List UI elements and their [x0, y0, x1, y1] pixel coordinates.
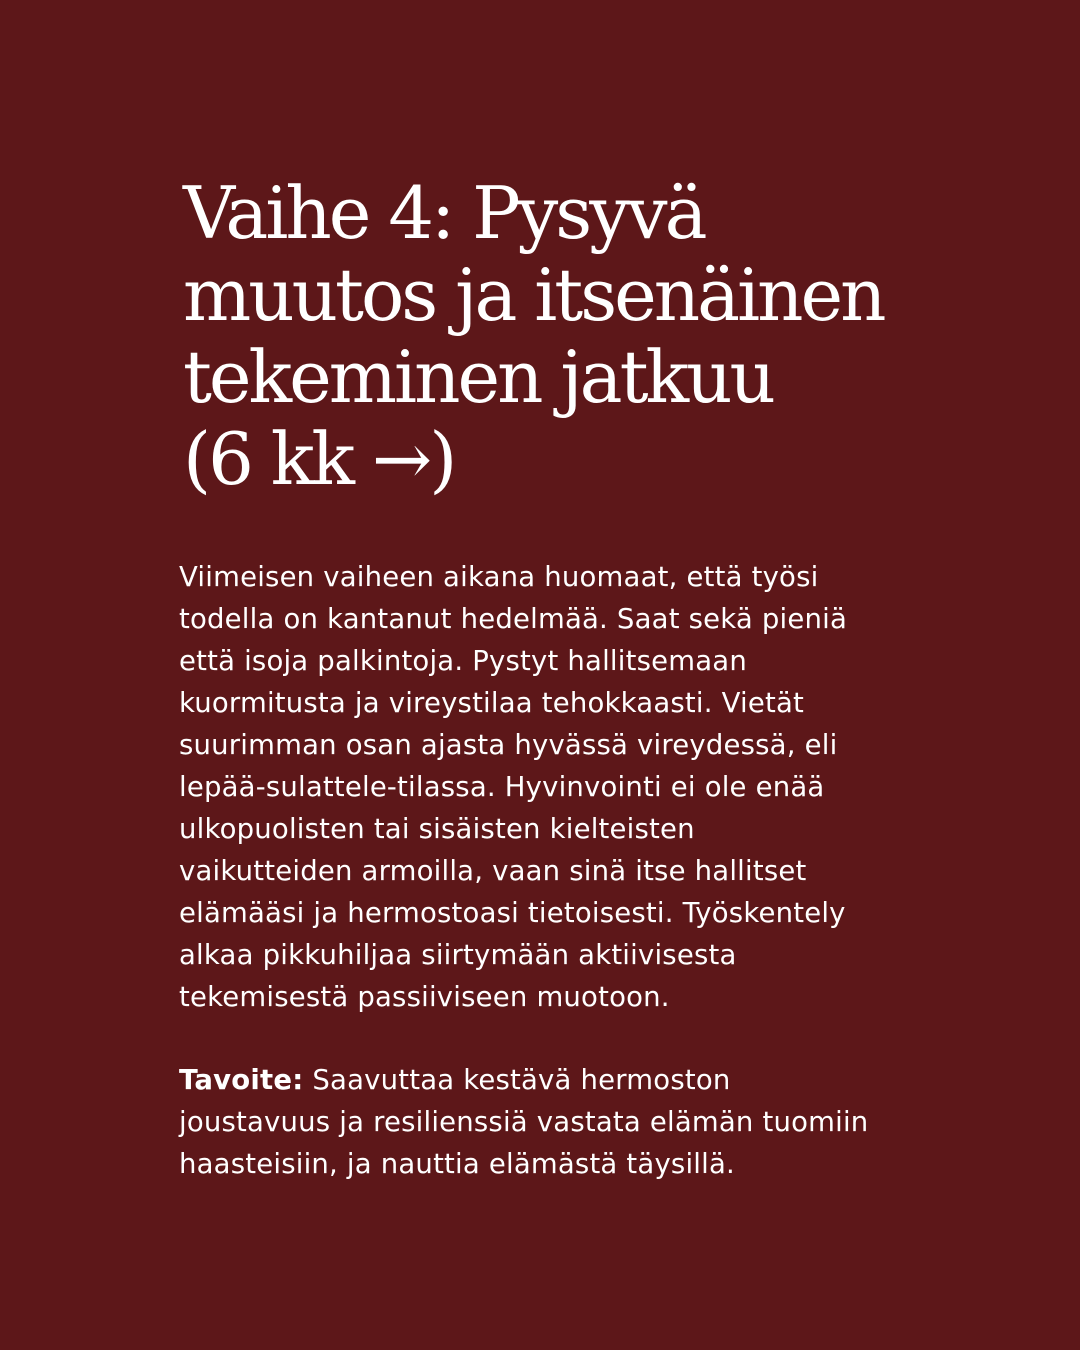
body-line: tekemisestä passiiviseen muotoon.: [179, 981, 670, 1013]
body-line: lepää-sulattele-tilassa. Hyvinvointi ei ole enää: [179, 771, 825, 803]
title-line: Vaihe 4: Pysyvä: [183, 171, 705, 255]
body-line: kuormitusta ja vireystilaa tehokkaasti. Vietät: [179, 687, 805, 719]
goal-label: Tavoite:: [179, 1064, 304, 1096]
title-line: tekeminen jatkuu: [183, 335, 773, 419]
body-line: alkaa pikkuhiljaa siirtymään aktiivisesta: [179, 939, 737, 971]
goal-line: joustavuus ja resilienssiä vastata elämän tuomiin: [179, 1106, 869, 1138]
page-title: [183, 172, 983, 500]
body-line: elämääsi ja hermostoasi tietoisesti. Työskentely: [179, 897, 846, 929]
body-line: vaikutteiden armoilla, vaan sinä itse hallitset: [179, 855, 807, 887]
body-line: ulkopuolisten tai sisäisten kielteisten: [179, 813, 695, 845]
goal-first-line: [179, 1059, 1059, 1101]
body-line: suurimman osan ajasta hyvässä vireydessä, eli: [179, 729, 838, 761]
goal-text: Saavuttaa kestävä hermoston: [303, 1064, 731, 1096]
title-line: (6 kk →): [183, 417, 455, 501]
title-line: muutos ja itsenäinen: [183, 253, 884, 337]
body-line: että isoja palkintoja. Pystyt hallitsemaan: [179, 645, 747, 677]
body-paragraph: [179, 556, 999, 1018]
goal-line: haasteisiin, ja nauttia elämästä täysillä.: [179, 1148, 735, 1180]
body-line: todella on kantanut hedelmää. Saat sekä pieniä: [179, 603, 848, 635]
body-line: Viimeisen vaiheen aikana huomaat, että työsi: [179, 561, 819, 593]
goal-paragraph: [179, 1059, 1059, 1185]
